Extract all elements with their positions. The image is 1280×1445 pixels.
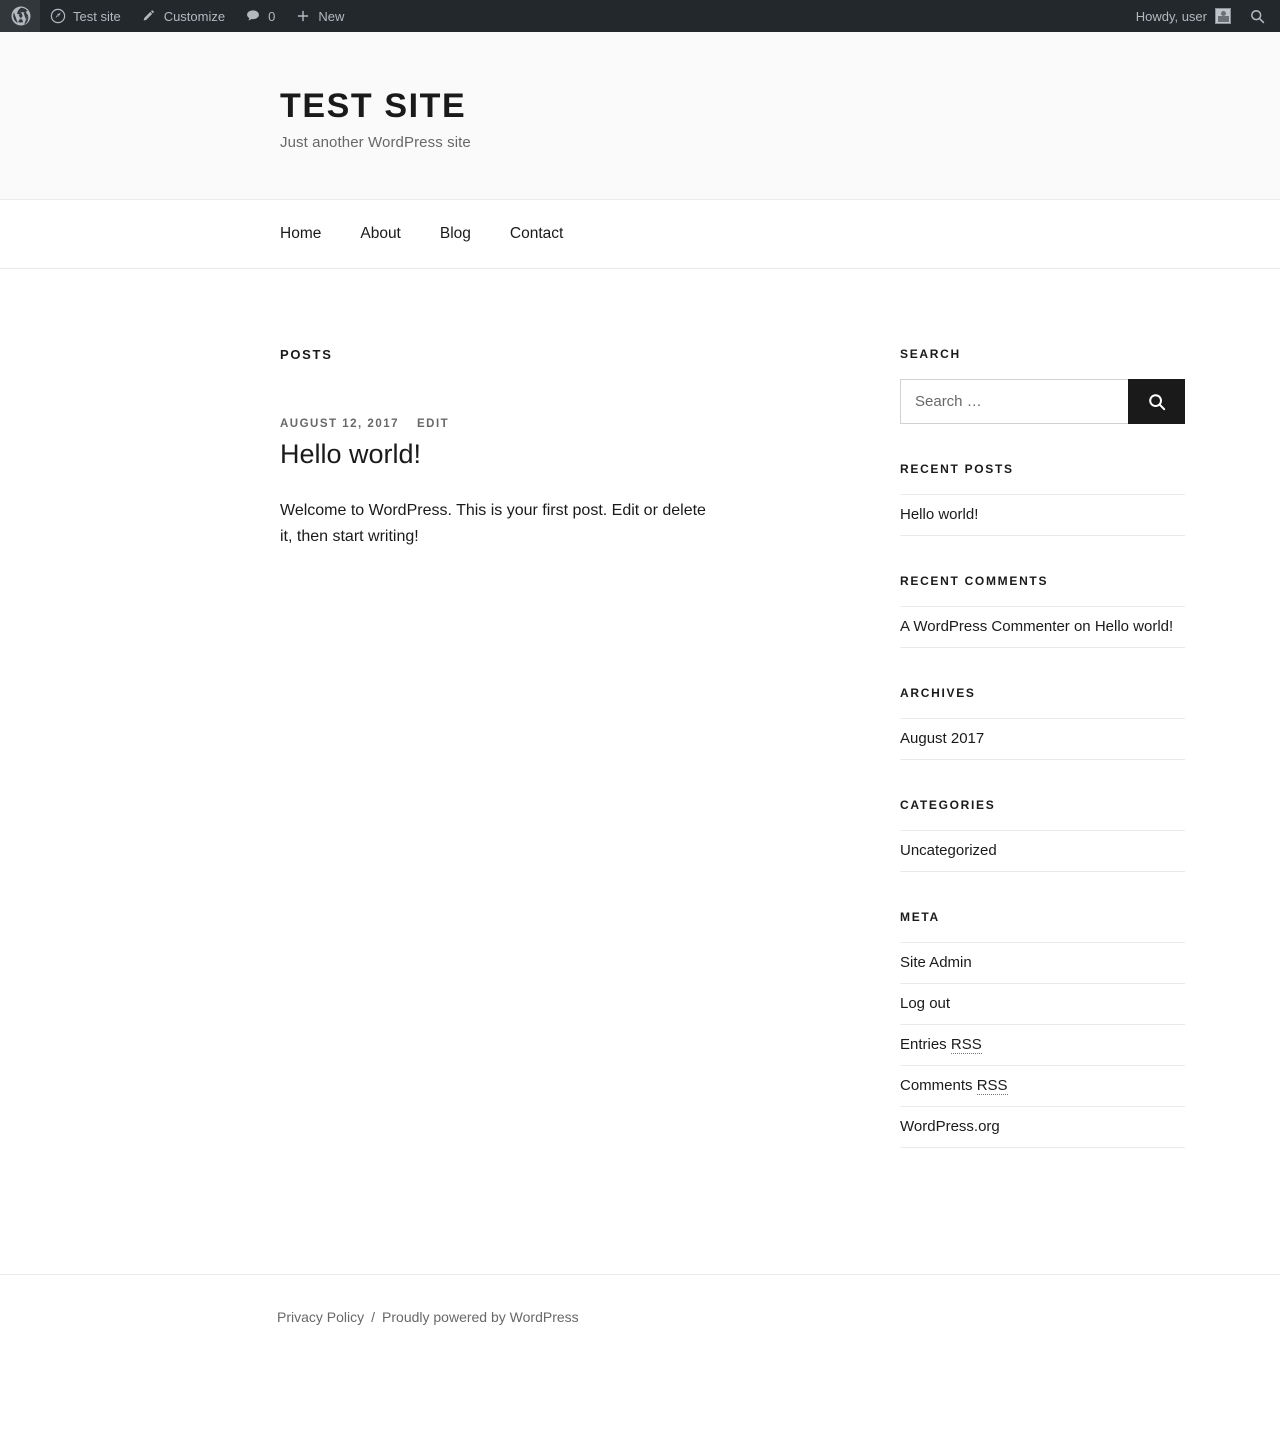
post-date[interactable]: AUGUST 12, 2017 [280, 418, 400, 431]
meta-link-wordpress-org[interactable]: WordPress.org [900, 1118, 1000, 1136]
list-item[interactable] [900, 830, 1185, 872]
widget-categories [900, 798, 1185, 872]
admin-bar-my-account[interactable] [1126, 0, 1243, 32]
comment-bubble-icon [245, 8, 261, 24]
main-content [280, 347, 714, 1186]
search-icon [1249, 8, 1266, 25]
widget-recent-comments-title: RECENT COMMENTS [900, 574, 1049, 589]
post-title-link[interactable]: Hello world! [280, 439, 422, 470]
recent-posts-list [900, 494, 1185, 536]
wordpress-logo-button[interactable] [0, 0, 40, 32]
meta-entries-prefix: Entries [900, 1036, 951, 1054]
admin-bar [0, 0, 1280, 32]
list-item[interactable] [900, 942, 1185, 984]
list-item[interactable] [900, 718, 1185, 760]
admin-bar-site-name-label: Test site [73, 8, 121, 24]
nav-link-home[interactable]: Home [280, 225, 322, 243]
search-input[interactable] [901, 380, 1128, 423]
widget-categories-title: CATEGORIES [900, 798, 996, 813]
footer-separator: / [371, 1309, 376, 1326]
nav-link-about[interactable]: About [360, 225, 401, 243]
post-meta [280, 418, 714, 430]
widget-search [900, 347, 1185, 424]
rss-abbr: RSS [950, 1036, 982, 1054]
pencil-icon [141, 8, 157, 24]
list-item[interactable] [900, 1025, 1185, 1066]
footer-wordpress-link[interactable]: WordPress [509, 1309, 579, 1326]
list-item[interactable] [900, 1066, 1185, 1107]
admin-bar-comments-count: 0 [268, 8, 276, 24]
post-article [280, 418, 714, 550]
admin-bar-new[interactable] [285, 0, 354, 32]
admin-bar-customize[interactable] [131, 0, 235, 32]
rss-abbr: RSS [976, 1077, 1008, 1095]
admin-bar-comments[interactable] [235, 0, 285, 32]
plus-icon [295, 8, 311, 24]
list-item[interactable] [900, 984, 1185, 1025]
nav-item-about[interactable] [360, 225, 401, 243]
meta-link-entries-rss[interactable] [900, 1036, 982, 1054]
footer-credit [382, 1309, 579, 1325]
nav-list [280, 200, 1185, 268]
widget-archives [900, 686, 1185, 760]
admin-bar-right-group [1126, 0, 1280, 32]
comment-on-text: on [1069, 618, 1095, 636]
site-description: Just another WordPress site [280, 134, 471, 152]
widget-archives-title: ARCHIVES [900, 686, 976, 701]
search-icon [1147, 392, 1167, 412]
site-title[interactable]: TEST SITE [280, 87, 467, 125]
meta-link-comments-rss[interactable] [900, 1077, 1008, 1095]
archive-link[interactable]: August 2017 [900, 730, 985, 748]
search-submit-button[interactable] [1128, 379, 1185, 424]
post-content [280, 498, 714, 550]
admin-bar-search-button[interactable] [1243, 0, 1280, 32]
post-edit-link[interactable]: EDIT [417, 418, 450, 431]
widget-search-title: SEARCH [900, 347, 961, 362]
admin-bar-howdy-label: Howdy, user [1135, 8, 1207, 24]
post-excerpt: Welcome to WordPress. This is your first post. Edit or delete it, then start writing! [280, 502, 706, 546]
nav-item-home[interactable] [280, 225, 321, 243]
widget-recent-posts [900, 462, 1185, 536]
site-header [0, 32, 1280, 200]
category-link[interactable]: Uncategorized [900, 842, 997, 860]
categories-list [900, 830, 1185, 872]
admin-bar-new-label: New [318, 8, 345, 24]
widget-meta-title: META [900, 910, 940, 925]
primary-navigation [0, 200, 1280, 269]
admin-bar-site-name[interactable] [40, 0, 131, 32]
dashboard-icon [50, 8, 66, 24]
nav-item-contact[interactable] [510, 225, 563, 243]
meta-link-site-admin[interactable]: Site Admin [900, 954, 972, 972]
widget-meta [900, 910, 1185, 1148]
comment-author: A WordPress Commenter [900, 618, 1070, 636]
archives-list [900, 718, 1185, 760]
meta-list [900, 942, 1185, 1148]
widget-recent-posts-title: RECENT POSTS [900, 462, 1014, 477]
wordpress-logo-icon [11, 6, 31, 26]
admin-bar-customize-label: Customize [163, 8, 226, 24]
site-footer [0, 1274, 1280, 1367]
list-item[interactable] [900, 606, 1185, 648]
list-item[interactable] [900, 1107, 1185, 1148]
nav-link-contact[interactable]: Contact [509, 225, 564, 243]
avatar-icon [1215, 8, 1231, 24]
nav-item-blog[interactable] [440, 225, 471, 243]
recent-comments-list [900, 606, 1185, 648]
post-title [280, 438, 714, 472]
content-area [280, 269, 1185, 1186]
sidebar [900, 347, 1185, 1186]
footer-credit-prefix: Proudly powered by [382, 1309, 510, 1326]
list-item[interactable] [900, 494, 1185, 536]
meta-comments-prefix: Comments [900, 1077, 977, 1095]
posts-section-label: POSTS [280, 347, 333, 363]
search-form [900, 379, 1185, 424]
nav-link-blog[interactable]: Blog [439, 225, 471, 243]
footer-privacy-policy-link[interactable]: Privacy Policy [277, 1309, 365, 1326]
meta-link-log-out[interactable]: Log out [900, 995, 951, 1013]
recent-post-link[interactable]: Hello world! [900, 506, 979, 524]
widget-recent-comments [900, 574, 1185, 648]
comment-post-link[interactable]: Hello world! [1094, 618, 1174, 636]
